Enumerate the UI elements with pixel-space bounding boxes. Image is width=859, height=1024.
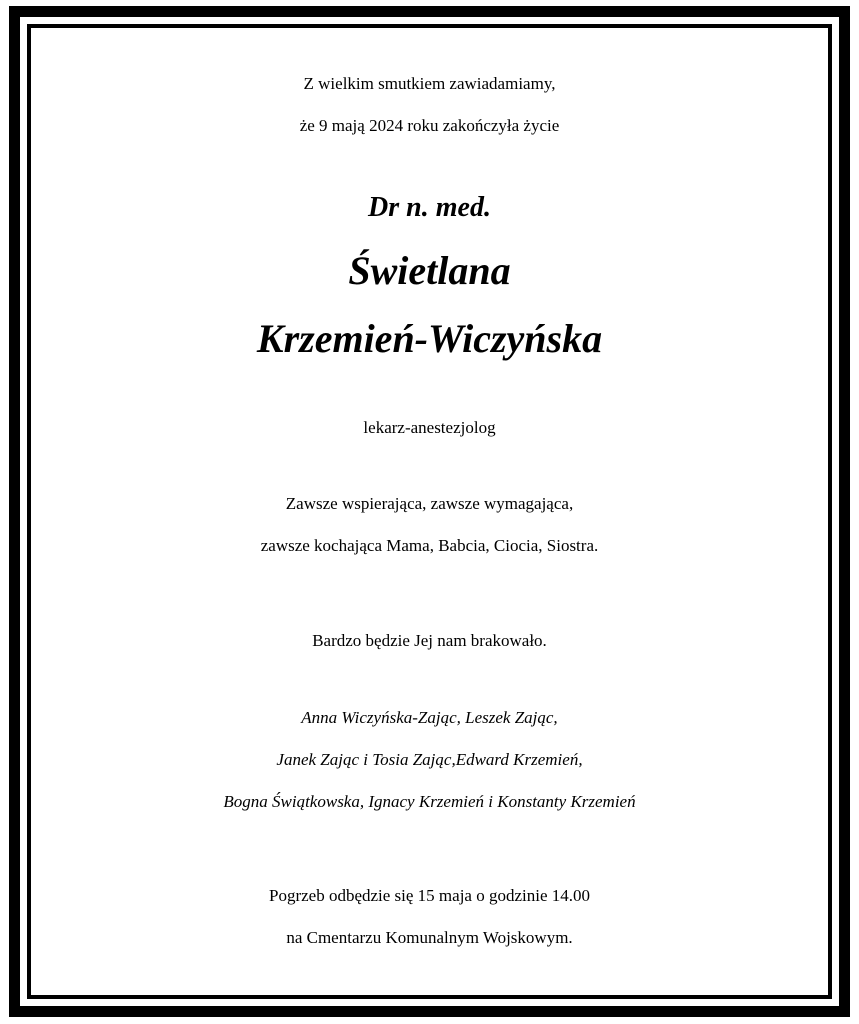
honorific-title: Dr n. med. [368, 192, 491, 223]
funeral-line-1: Pogrzeb odbędzie się 15 maja o godzinie 14.00 [268, 886, 591, 905]
mourners-line-2: Janek Zając i Tosia Zając,Edward Krzemień, [276, 750, 583, 769]
obituary-content [31, 28, 828, 995]
deceased-surname: Krzemień-Wiczyńska [256, 316, 603, 361]
intro-line-1: Z wielkim smutkiem zawiadamiamy, [303, 74, 556, 93]
tribute-line-1: Zawsze wspierająca, zawsze wymagająca, [285, 494, 574, 513]
mourners-line-3: Bogna Świątkowska, Ignacy Krzemień i Konstanty Krzemień [223, 792, 636, 811]
profession-line: lekarz-anestezjolog [363, 418, 496, 437]
mourners-line-1: Anna Wiczyńska-Zając, Leszek Zając, [301, 708, 558, 727]
tribute-line-2: zawsze kochająca Mama, Babcia, Ciocia, Siostra. [260, 536, 599, 555]
missed-line: Bardzo będzie Jej nam brakowało. [312, 631, 547, 650]
deceased-first-name: Świetlana [348, 248, 511, 293]
funeral-line-2: na Cmentarzu Komunalnym Wojskowym. [286, 928, 573, 947]
intro-line-2: że 9 mają 2024 roku zakończyła życie [299, 116, 560, 135]
